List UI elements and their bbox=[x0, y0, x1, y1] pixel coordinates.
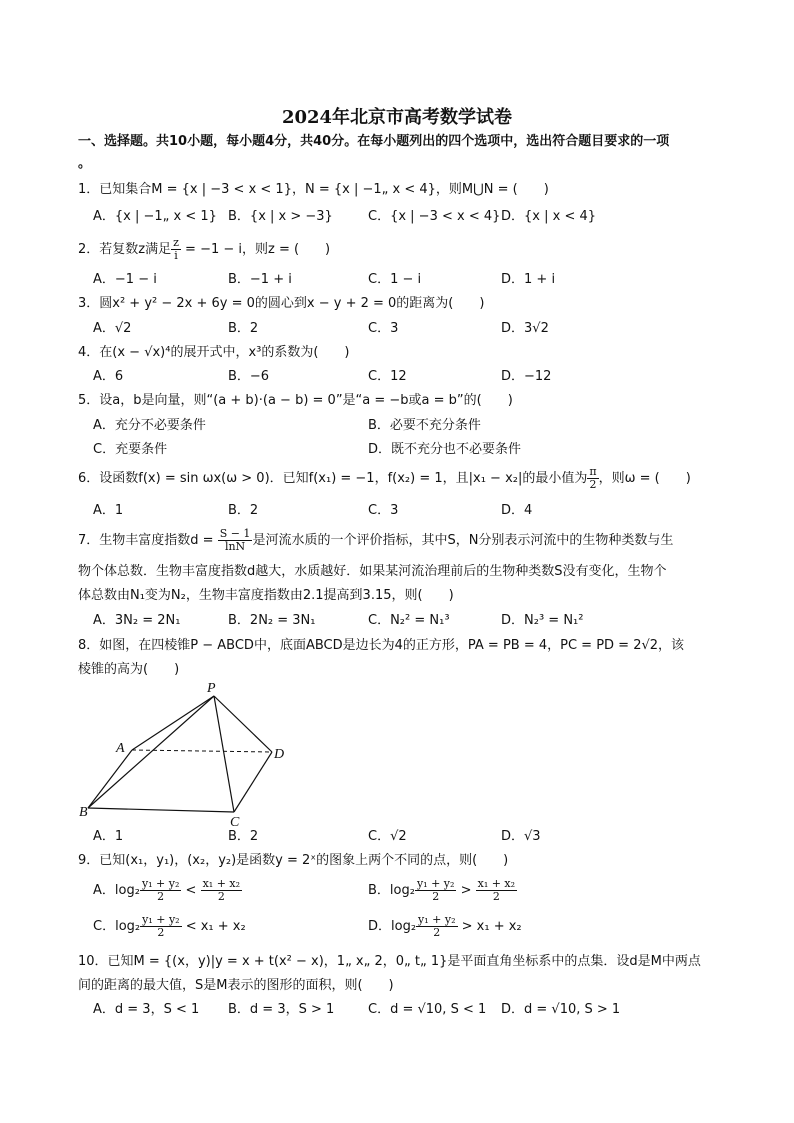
question-9-option-d bbox=[368, 912, 522, 942]
question-4-options bbox=[0, 368, 794, 388]
question-4-option-d: D．−12 bbox=[501, 369, 552, 384]
fraction-denominator: 2 bbox=[157, 926, 165, 939]
question-1-option-d: D．{x | x < 4} bbox=[501, 209, 597, 224]
question-4-stem: 4．在(x − √x)⁴的展开式中，x³的系数为( ) bbox=[78, 345, 350, 360]
vertex-label-a: A bbox=[116, 741, 125, 756]
fraction-denominator: 2 bbox=[157, 890, 165, 903]
question-9-options-row-1 bbox=[0, 876, 794, 910]
question-6-fraction bbox=[587, 466, 598, 491]
question-6-stem-post: ，则ω = ( ) bbox=[598, 471, 691, 486]
fraction-numerator: x₁ + x₂ bbox=[477, 877, 516, 890]
question-10-line-2: 间的距离的最大值，S是M表示的图形的面积，则( ) bbox=[78, 978, 394, 993]
log-prefix: D．log₂ bbox=[368, 919, 417, 934]
question-7-option-c: C．N₂² = N₁³ bbox=[368, 613, 450, 628]
comparison-expression: > x₁ + x₂ bbox=[461, 919, 522, 934]
question-2-option-a: A．−1 − i bbox=[93, 272, 157, 287]
question-6-options bbox=[0, 502, 794, 522]
question-5-options-row-1 bbox=[0, 417, 794, 437]
question-2-option-d: D．1 + i bbox=[501, 272, 556, 287]
fraction bbox=[140, 878, 181, 903]
question-7-options bbox=[0, 612, 794, 632]
fraction-numerator: y₁ + y₂ bbox=[142, 913, 180, 926]
log-prefix: C．log₂ bbox=[93, 919, 141, 934]
question-7-option-a: A．3N₂ = 2N₁ bbox=[93, 613, 181, 628]
question-9-option-c bbox=[93, 912, 246, 942]
fraction-denominator: i bbox=[174, 249, 178, 262]
question-9-option-a bbox=[93, 876, 242, 906]
question-8-options bbox=[0, 828, 794, 848]
question-8-option-b: B．2 bbox=[228, 829, 259, 844]
fraction-denominator: 2 bbox=[433, 926, 441, 939]
edge-bc bbox=[88, 808, 234, 812]
edge-pc bbox=[214, 696, 234, 812]
fraction-numerator: z bbox=[173, 236, 179, 249]
question-7-stem bbox=[78, 527, 734, 555]
vertex-label-b: B bbox=[79, 805, 88, 820]
pyramid-figure bbox=[74, 678, 294, 826]
question-7-fraction bbox=[218, 528, 253, 553]
question-3-option-b: B．2 bbox=[228, 321, 259, 336]
question-6-stem-pre: 6．设函数f(x) = sin ωx(ω > 0)．已知f(x₁) = −1，f(x₂) = 1，且|x₁ − x₂|的最小值为 bbox=[78, 471, 588, 486]
fraction-numerator: π bbox=[589, 465, 597, 478]
question-10-option-a: A．d = 3，S < 1 bbox=[93, 1002, 200, 1017]
question-9-option-b bbox=[368, 876, 517, 906]
question-2-options bbox=[0, 271, 794, 291]
question-5-stem: 5．设a，b是向量，则“(a + b)·(a − b) = 0”是“a = −b或a = b”的( ) bbox=[78, 393, 513, 408]
question-3-option-d: D．3√2 bbox=[501, 321, 549, 336]
log-prefix: B．log₂ bbox=[368, 883, 415, 898]
question-8-option-a: A．1 bbox=[93, 829, 124, 844]
fraction-denominator: 2 bbox=[217, 890, 225, 903]
fraction-denominator: 2 bbox=[492, 890, 500, 903]
question-4-option-b: B．−6 bbox=[228, 369, 270, 384]
fraction-denominator: 2 bbox=[432, 890, 440, 903]
question-2-fraction bbox=[171, 237, 181, 262]
question-9-options-row-2 bbox=[0, 912, 794, 946]
question-3-option-c: C．3 bbox=[368, 321, 399, 336]
question-2-stem bbox=[78, 236, 734, 264]
question-5-options-row-2 bbox=[0, 441, 794, 461]
question-8-option-d: D．√3 bbox=[501, 829, 541, 844]
question-10-options bbox=[0, 1001, 794, 1021]
edge-ab bbox=[88, 750, 132, 808]
question-7-stem-post: 是河流水质的一个评价指标，其中S，N分别表示河流中的生物种类数与生 bbox=[252, 533, 674, 548]
question-3-stem: 3．圆x² + y² − 2x + 6y = 0的圆心到x − y + 2 = 0的距离为( ) bbox=[78, 296, 485, 311]
question-5-option-a: A．充分不必要条件 bbox=[93, 418, 206, 433]
section-heading: 一、选择题。共10小题，每小题4分，共40分。在每小题列出的四个选项中，选出符合题目要求的一项 bbox=[78, 134, 670, 149]
question-1-option-c: C．{x | −3 < x < 4} bbox=[368, 209, 501, 224]
question-2-option-c: C．1 − i bbox=[368, 272, 422, 287]
question-2-option-b: B．−1 + i bbox=[228, 272, 292, 287]
question-7-option-d: D．N₂³ = N₁² bbox=[501, 613, 584, 628]
question-6-stem bbox=[78, 465, 734, 493]
fraction-denominator: lnN bbox=[224, 540, 246, 553]
fraction bbox=[476, 878, 517, 903]
question-1-option-a: A．{x | −1„ x < 1} bbox=[93, 209, 217, 224]
fraction bbox=[416, 914, 457, 939]
question-8-option-c: C．√2 bbox=[368, 829, 407, 844]
question-6-option-c: C．3 bbox=[368, 503, 399, 518]
edge-pa bbox=[132, 696, 214, 750]
question-4-option-c: C．12 bbox=[368, 369, 407, 384]
edge-cd bbox=[234, 752, 272, 812]
question-2-stem-post: = −1 − i，则z = ( ) bbox=[180, 242, 331, 257]
vertex-label-p: P bbox=[207, 681, 216, 696]
question-3-options bbox=[0, 320, 794, 340]
comparison-expression: < x₁ + x₂ bbox=[185, 919, 246, 934]
fraction-numerator: S − 1 bbox=[219, 527, 251, 540]
question-6-option-a: A．1 bbox=[93, 503, 124, 518]
question-2-stem-pre: 2．若复数z满足 bbox=[78, 242, 172, 257]
fraction-denominator: 2 bbox=[589, 478, 597, 491]
question-5-option-b: B．必要不充分条件 bbox=[368, 418, 481, 433]
page-title: 2024年北京市高考数学试卷 bbox=[281, 107, 513, 128]
question-8-line-2: 棱锥的高为( ) bbox=[78, 662, 180, 677]
vertex-label-d: D bbox=[274, 747, 285, 762]
question-10-stem: 10．已知M = {(x，y)|y = x + t(x² − x)，1„ x„ 2，0„ t„ 1}是平面直角坐标系中的点集．设d是M中两点 bbox=[78, 954, 701, 969]
question-9-stem: 9．已知(x₁，y₁)，(x₂，y₂)是函数y = 2ˣ的图象上两个不同的点，则( ) bbox=[78, 853, 509, 868]
comparison-sign: < bbox=[185, 883, 197, 898]
fraction bbox=[201, 878, 242, 903]
edge-pb bbox=[88, 696, 214, 808]
question-10-option-d: D．d = √10, S > 1 bbox=[501, 1002, 621, 1017]
question-1-option-b: B．{x | x > −3} bbox=[228, 209, 333, 224]
question-6-option-b: B．2 bbox=[228, 503, 259, 518]
question-6-option-d: D．4 bbox=[501, 503, 533, 518]
fraction bbox=[140, 914, 181, 939]
question-7-stem-pre: 7．生物丰富度指数d = bbox=[78, 533, 218, 548]
question-1-stem: 1．已知集合M = {x | −3 < x < 1}，N = {x | −1„ x < 4}，则M⋃N = ( ) bbox=[78, 182, 549, 197]
question-10-option-c: C．d = √10, S < 1 bbox=[368, 1002, 487, 1017]
fraction-numerator: y₁ + y₂ bbox=[416, 877, 455, 890]
fraction-numerator: y₁ + y₂ bbox=[141, 877, 180, 890]
section-heading-tail: 。 bbox=[78, 156, 92, 171]
comparison-sign: > bbox=[460, 883, 472, 898]
fraction-numerator: y₁ + y₂ bbox=[418, 913, 456, 926]
question-8-stem: 8．如图，在四棱锥P − ABCD中，底面ABCD是边长为4的正方形，PA = PB = 4，PC = PD = 2√2，该 bbox=[78, 638, 685, 653]
log-prefix: A．log₂ bbox=[93, 883, 140, 898]
fraction-numerator: x₁ + x₂ bbox=[202, 877, 241, 890]
question-7-line-3: 体总数由N₁变为N₂，生物丰富度指数由2.1提高到3.15，则( ) bbox=[78, 588, 454, 603]
question-7-line-2: 物个体总数．生物丰富度指数d越大，水质越好．如果某河流治理前后的生物种类数S没有变化，生物个 bbox=[78, 564, 667, 579]
vertex-label-c: C bbox=[230, 815, 240, 826]
question-1-options bbox=[0, 208, 794, 228]
question-4-option-a: A．6 bbox=[93, 369, 124, 384]
question-3-option-a: A．√2 bbox=[93, 321, 132, 336]
question-5-option-c: C．充要条件 bbox=[93, 442, 168, 457]
question-7-option-b: B．2N₂ = 3N₁ bbox=[228, 613, 316, 628]
fraction bbox=[415, 878, 456, 903]
question-10-option-b: B．d = 3，S > 1 bbox=[228, 1002, 335, 1017]
question-5-option-d: D．既不充分也不必要条件 bbox=[368, 442, 522, 457]
